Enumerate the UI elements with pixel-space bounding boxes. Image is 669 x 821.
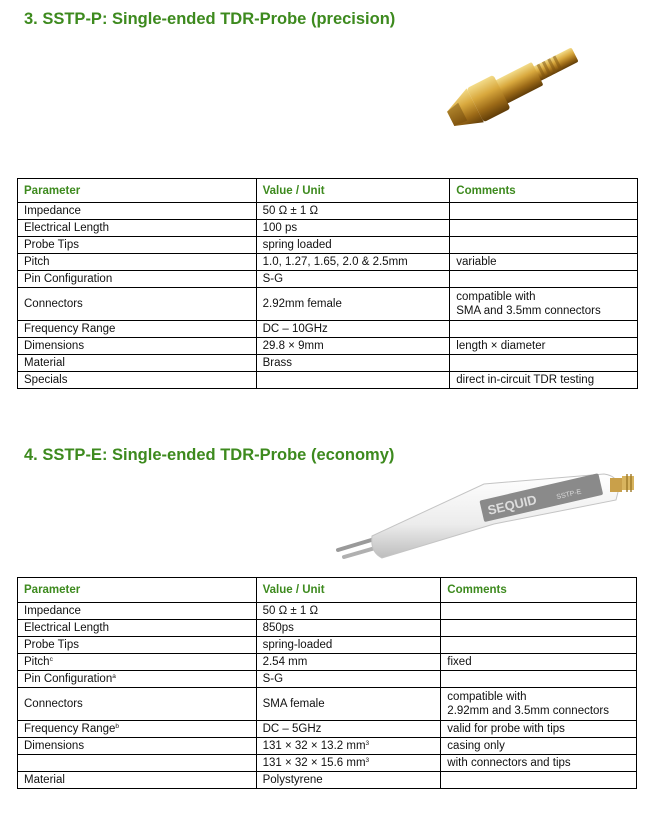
param-cell: Probe Tips xyxy=(18,637,257,654)
comment-cell xyxy=(450,271,638,288)
section-heading-sstp-p: 3. SSTP-P: Single-ended TDR-Probe (precision) xyxy=(24,10,396,28)
header-comments: Comments xyxy=(441,578,637,603)
param-label: Frequency Range xyxy=(24,723,116,735)
header-parameter: Parameter xyxy=(18,179,257,203)
comment-cell xyxy=(441,671,637,688)
param-cell: Pitch xyxy=(18,254,257,271)
table-header-row xyxy=(18,179,638,203)
spec-table-sstp-e xyxy=(17,577,637,789)
comment-cell: variable xyxy=(450,254,638,271)
value-cell: 2.92mm female xyxy=(256,288,450,321)
table-row xyxy=(18,772,637,789)
table-row xyxy=(18,355,638,372)
probe-model-label: SSTP-E xyxy=(555,488,583,502)
param-cell: Material xyxy=(18,355,257,372)
param-cell xyxy=(18,671,257,688)
value-cell: DC – 5GHz xyxy=(256,721,441,738)
comment-line: compatible with xyxy=(447,691,527,703)
comment-cell xyxy=(450,237,638,254)
header-value-unit: Value / Unit xyxy=(256,179,450,203)
table-row xyxy=(18,755,637,772)
table-row xyxy=(18,372,638,389)
comment-cell xyxy=(441,772,637,789)
table-row xyxy=(18,738,637,755)
comment-line: SMA and 3.5mm connectors xyxy=(456,305,601,317)
param-cell xyxy=(18,721,257,738)
value-cell: S-G xyxy=(256,671,441,688)
value-cell xyxy=(256,738,441,755)
param-cell: Pin Configuration xyxy=(18,271,257,288)
unit-exponent: 3 xyxy=(365,740,370,747)
param-cell: Impedance xyxy=(18,203,257,220)
value-cell: 850ps xyxy=(256,620,441,637)
value-cell: spring loaded xyxy=(256,237,450,254)
param-cell: Material xyxy=(18,772,257,789)
spec-table-sstp-p xyxy=(17,178,638,389)
param-cell: Connectors xyxy=(18,688,257,721)
comment-line: compatible with xyxy=(456,291,536,303)
footnote-marker: b xyxy=(115,723,120,730)
footnote-marker: a xyxy=(112,673,116,680)
param-cell xyxy=(18,755,257,772)
comment-cell: fixed xyxy=(441,654,637,671)
table-header-row xyxy=(18,578,637,603)
param-label: Pin Configuration xyxy=(24,673,113,685)
table-row xyxy=(18,721,637,738)
param-cell xyxy=(18,654,257,671)
header-value-unit: Value / Unit xyxy=(256,578,441,603)
brass-probe-image xyxy=(436,36,600,140)
comment-cell xyxy=(441,637,637,654)
comment-cell xyxy=(441,688,637,721)
table-row xyxy=(18,654,637,671)
value-cell: Polystyrene xyxy=(256,772,441,789)
comment-cell: direct in-circuit TDR testing xyxy=(450,372,638,389)
param-cell: Electrical Length xyxy=(18,220,257,237)
section-heading-sstp-e: 4. SSTP-E: Single-ended TDR-Probe (economy) xyxy=(24,446,395,464)
comment-cell: length × diameter xyxy=(450,338,638,355)
value-text: 131 × 32 × 15.6 mm xyxy=(262,757,366,769)
table-row xyxy=(18,620,637,637)
value-cell: spring-loaded xyxy=(256,637,441,654)
comment-cell xyxy=(450,355,638,372)
param-cell: Dimensions xyxy=(18,338,257,355)
table-row xyxy=(18,688,637,721)
value-cell: SMA female xyxy=(256,688,441,721)
value-cell: 2.54 mm xyxy=(256,654,441,671)
table-row xyxy=(18,637,637,654)
param-cell: Dimensions xyxy=(18,738,257,755)
comment-line: 2.92mm and 3.5mm connectors xyxy=(447,705,610,717)
value-cell: 50 Ω ± 1 Ω xyxy=(256,203,450,220)
param-cell: Probe Tips xyxy=(18,237,257,254)
param-cell: Electrical Length xyxy=(18,620,257,637)
probe-brand-label: SEQUID xyxy=(486,491,539,518)
param-cell: Connectors xyxy=(18,288,257,321)
comment-cell xyxy=(450,203,638,220)
param-label: Pitch xyxy=(24,656,50,668)
table-row xyxy=(18,338,638,355)
unit-exponent: 3 xyxy=(365,757,370,764)
value-cell xyxy=(256,755,441,772)
comment-cell xyxy=(450,321,638,338)
comment-cell xyxy=(441,620,637,637)
value-cell: Brass xyxy=(256,355,450,372)
table-row xyxy=(18,203,638,220)
comment-cell xyxy=(450,288,638,321)
param-cell: Frequency Range xyxy=(18,321,257,338)
value-cell: 100 ps xyxy=(256,220,450,237)
table-row xyxy=(18,321,638,338)
table-row xyxy=(18,271,638,288)
table-row xyxy=(18,220,638,237)
table-row xyxy=(18,603,637,620)
value-cell: DC – 10GHz xyxy=(256,321,450,338)
param-cell: Impedance xyxy=(18,603,257,620)
value-cell: 29.8 × 9mm xyxy=(256,338,450,355)
table-row xyxy=(18,288,638,321)
comment-cell: casing only xyxy=(441,738,637,755)
value-text: 131 × 32 × 13.2 mm xyxy=(262,740,366,752)
param-cell: Specials xyxy=(18,372,257,389)
table-row xyxy=(18,254,638,271)
footnote-marker: c xyxy=(49,656,53,663)
value-cell: 1.0, 1.27, 1.65, 2.0 & 2.5mm xyxy=(256,254,450,271)
comment-cell xyxy=(441,603,637,620)
comment-cell: valid for probe with tips xyxy=(441,721,637,738)
table-row xyxy=(18,237,638,254)
value-cell: S-G xyxy=(256,271,450,288)
table-row xyxy=(18,671,637,688)
comment-cell xyxy=(450,220,638,237)
value-cell: 50 Ω ± 1 Ω xyxy=(256,603,441,620)
comment-cell: with connectors and tips xyxy=(441,755,637,772)
header-parameter: Parameter xyxy=(18,578,257,603)
value-cell xyxy=(256,372,450,389)
white-probe-image xyxy=(334,466,638,566)
header-comments: Comments xyxy=(450,179,638,203)
